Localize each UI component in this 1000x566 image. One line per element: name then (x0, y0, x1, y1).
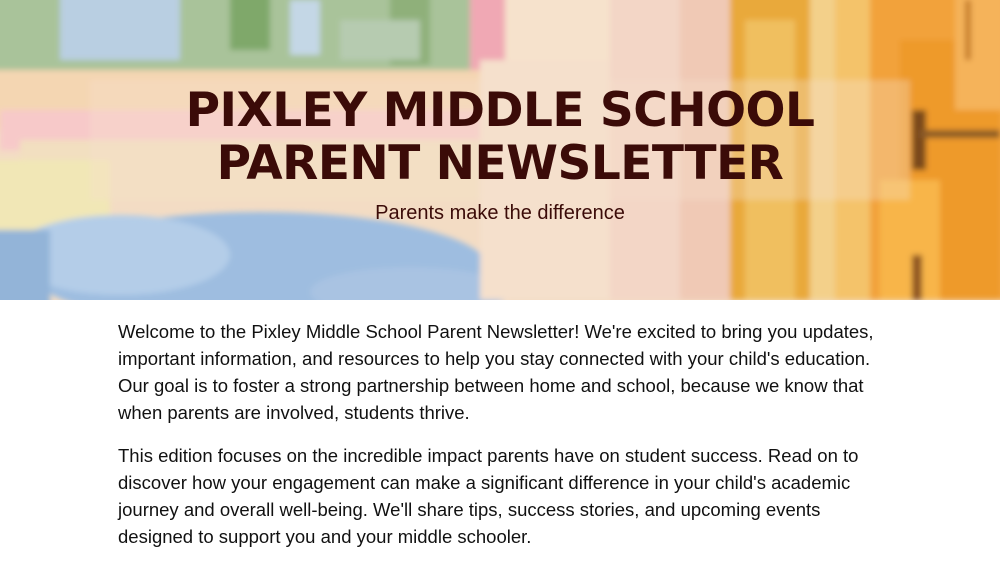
newsletter-subtitle: Parents make the difference (375, 202, 625, 224)
newsletter-title (0, 84, 1000, 190)
newsletter-body (118, 318, 888, 566)
title-line-1: PIXLEY MIDDLE SCHOOL (185, 83, 815, 138)
edition-paragraph: This edition focuses on the incredible impact parents have on student success. Read on to discover how your engagement can make a significant difference in your child's academic journey and overall well-being. We'll share tips, success stories, and upcoming events designed to support you and your middle schooler. (118, 445, 859, 547)
intro-paragraph: Welcome to the Pixley Middle School Parent Newsletter! We're excited to bring you updates, important information, and resources to help you stay connected with your child's education. Our goal is to foster a strong partnership between home and school, because we know that when parents are involved, students thrive. (118, 321, 874, 423)
title-line-2: PARENT NEWSLETTER (216, 136, 784, 191)
